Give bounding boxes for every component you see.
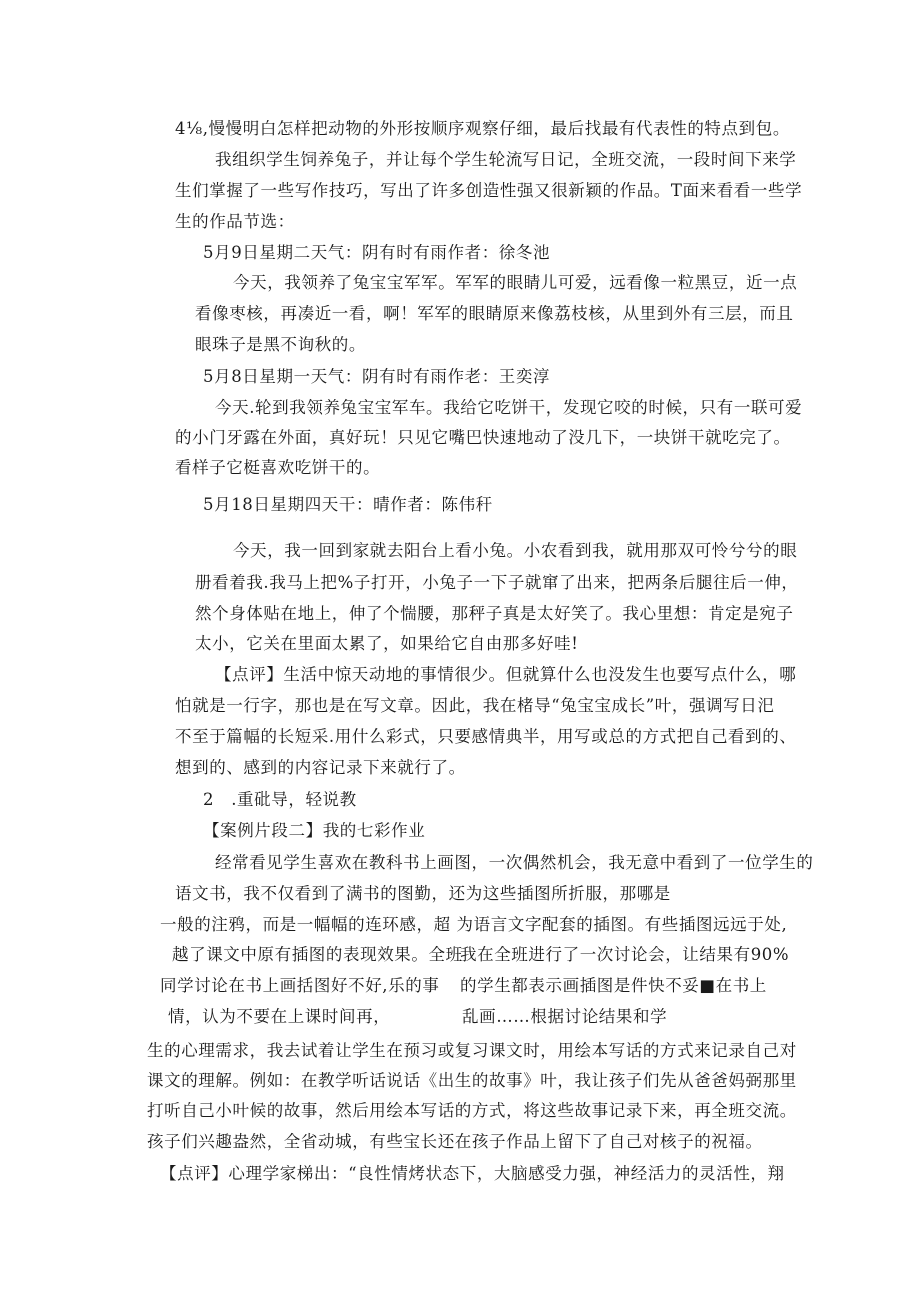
text-line: 不至于篇幅的长短采.用什么彩式，只要感情典半，用写或总的方式把自己看到的、 <box>175 727 797 746</box>
comment-paragraph: 【点评】生活中惊天动地的事情很少。但就算什么也没发生也要写点什么，哪 <box>215 665 797 684</box>
diary-header: 5月9日星期二天气：阴有时有雨作者：徐冬池 <box>203 243 551 262</box>
text-line: 我组织学生饲养兔子，并让每个学生轮流写日记，全班交流，一段时间下来学 <box>215 150 797 169</box>
text-line: 同学讨论在书上画括图好不好,乐的事 <box>160 976 440 995</box>
text-line: 的小门牙露在外面，真好玩！只见它嘴巴快速地动了没几下，一块饼干就吃完了。 <box>175 428 791 447</box>
text-line: 看样子它梃喜欢吃饼干的。 <box>175 458 381 477</box>
text-line: 太小，它关在里面太累了，如果给它自由那多好哇! <box>195 634 579 653</box>
text-line: 想到的、感到的内容记录下来就行了。 <box>175 758 466 777</box>
comment-paragraph: 【点评】心理学家梯出：“良性情烤状态下，大脑感受力强，神经活力的灵活性，翔 <box>160 1164 785 1183</box>
text-line: 生的作品节选： <box>175 212 295 231</box>
text-line: 然个身体贴在地上，伸了个惴腰，那秤子真是太好笑了。我心里想：肯定是宛子 <box>195 604 794 623</box>
text-line: 今天，我领养了兔宝宝军军。军军的眼睛儿可爱，远看像一粒黑豆，近一点 <box>233 273 798 292</box>
text-line: 4⅛,慢慢明白怎样把动物的外形按顺序观察仔细，最后找最有代表性的特点到包。 <box>175 119 790 138</box>
text-line: 生们掌握了一些写作技巧，写出了许多创造性强又很新颖的作品。T面来看看一些学 <box>175 181 803 200</box>
text-line: 语文书，我不仅看到了满书的图勤，还为这些插图所折服，那哪是 <box>175 884 671 903</box>
text-line: 的学生都表示画插图是件快不妥■在书上 <box>460 976 767 995</box>
text-line: 今天，我一回到家就去阳台上看小兔。小农看到我，就用那双可怜兮兮的眼 <box>233 541 798 560</box>
text-line: 经常看见学生喜欢在教科书上画图，一次偶然机会，我无意中看到了一位学生的 <box>215 853 814 872</box>
text-line: 怕就是一行字，那也是在写文章。因此，我在楮导“兔宝宝成长”叶，强调写日汜 <box>175 696 775 715</box>
section-heading: 2 .重砒导，轻说教 <box>203 790 357 809</box>
text-line: 情，认为不要在上课时间再， <box>168 1007 391 1026</box>
text-line: 越了课文中原有插图的表现效果。全班 <box>172 945 463 964</box>
text-line: 孩子们兴趣盎然，全省动城，有些宝长还在孩子作品上留下了自己对核子的祝福。 <box>147 1132 763 1151</box>
text-line: 看像枣核，再凑近一看，啊！军军的眼睛原来像荔枝核，从里到外有三层，而且 <box>195 304 794 323</box>
text-line: 眼珠子是黑不询秋的。 <box>195 335 366 354</box>
text-line: 我在全班进行了一次讨论会，让结果有90% <box>460 945 790 964</box>
text-line: 册看着我.我马上把%子打开，小兔子一下子就窜了出来，把两条后腿往后一伸， <box>195 573 799 592</box>
text-line: 生的心理需求，我去试着让学生在预习或复习课文时，用绘本写话的方式来记录自己对 <box>147 1041 797 1060</box>
text-line: 课文的理解。例如：在教学听话说话《出生的故事》叶，我让孩子们先从爸爸妈弼那里 <box>147 1071 797 1090</box>
text-line: 打听自己小叶候的故事，然后用绘本写话的方式，将这些故事记录下来，再全班交流。 <box>147 1101 797 1120</box>
text-line: 一般的注鸦，而是一幅幅的连环感，超 为语言文字配套的插图。有些插图远远于处, <box>160 915 788 934</box>
case-heading: 【案例片段二】我的七彩作业 <box>203 821 426 840</box>
text-line: 今天.轮到我领养兔宝宝军车。我给它吃饼干，发现它咬的时候，只有一联可爱 <box>215 398 803 417</box>
diary-header: 5月8日星期一天气：阴有时有雨作老：王奕淳 <box>203 367 551 386</box>
text-line: 乱画……根据讨论结果和学 <box>462 1007 668 1026</box>
diary-header: 5月18日星期四天干：晴作者：陈伟秆 <box>203 495 493 514</box>
